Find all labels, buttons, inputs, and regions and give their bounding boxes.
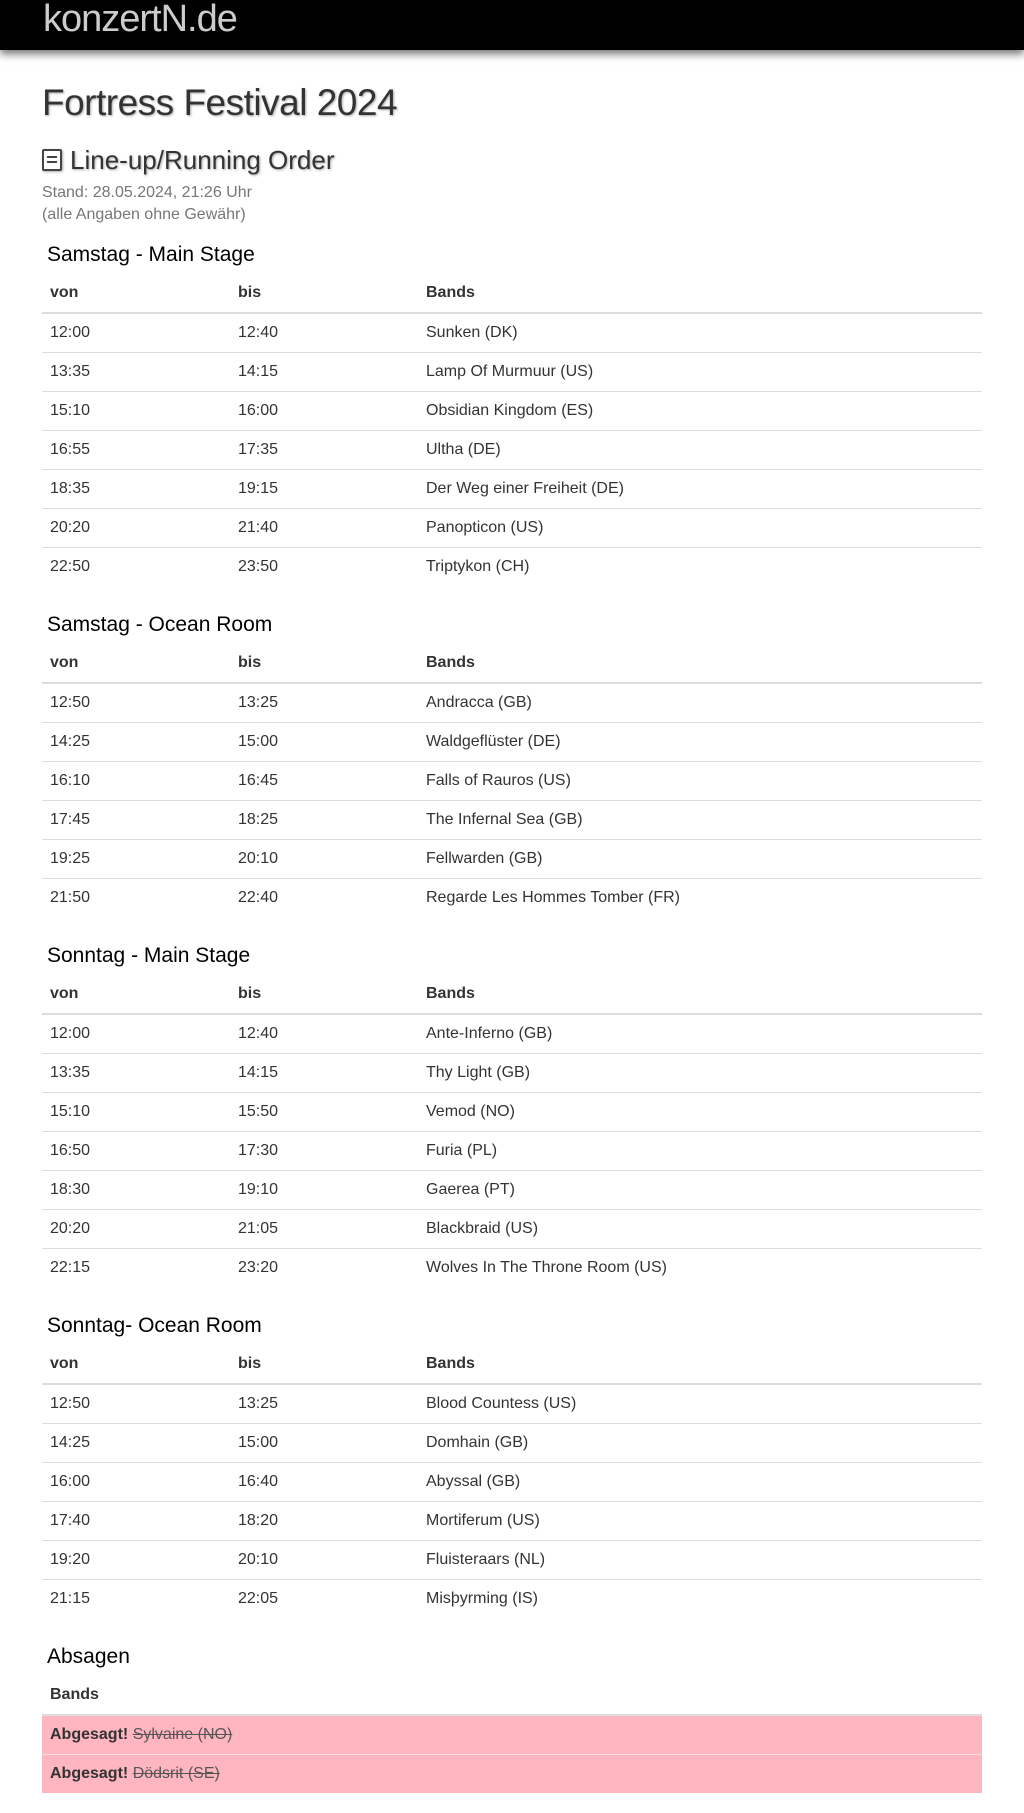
column-header-bands: Bands <box>418 644 982 683</box>
start-time: 22:50 <box>42 547 230 586</box>
column-header-bis: bis <box>230 975 418 1014</box>
table-row <box>42 1170 982 1209</box>
band-name: Sunken (DK) <box>418 313 982 352</box>
end-time: 17:35 <box>230 430 418 469</box>
end-time: 21:40 <box>230 508 418 547</box>
column-header-von: von <box>42 1345 230 1384</box>
band-name: Andracca (GB) <box>418 683 982 722</box>
column-header-bands: Bands <box>42 1676 982 1715</box>
start-time: 12:00 <box>42 313 230 352</box>
start-time: 14:25 <box>42 722 230 761</box>
stage-heading: Sonntag - Main Stage <box>47 944 251 967</box>
column-header-bands: Bands <box>418 975 982 1014</box>
start-time: 16:10 <box>42 761 230 800</box>
end-time: 14:15 <box>230 1053 418 1092</box>
start-time: 13:35 <box>42 1053 230 1092</box>
band-name: Regarde Les Hommes Tomber (FR) <box>418 878 982 917</box>
band-name: Furia (PL) <box>418 1131 982 1170</box>
band-name: Lamp Of Murmuur (US) <box>418 352 982 391</box>
end-time: 21:05 <box>230 1209 418 1248</box>
end-time: 14:15 <box>230 352 418 391</box>
cancelled-band: Sylvaine (NO) <box>132 1725 233 1743</box>
table-row <box>42 547 982 586</box>
stage-heading: Samstag - Main Stage <box>47 243 255 266</box>
table-row <box>42 1248 982 1287</box>
column-header-bis: bis <box>230 1345 418 1384</box>
column-header-von: von <box>42 644 230 683</box>
band-name: Fluisteraars (NL) <box>418 1540 982 1579</box>
table-row <box>42 1423 982 1462</box>
cancelled-row <box>42 1715 982 1754</box>
band-name: Abyssal (GB) <box>418 1462 982 1501</box>
table-row <box>42 391 982 430</box>
start-time: 18:30 <box>42 1170 230 1209</box>
band-name: Blood Countess (US) <box>418 1384 982 1423</box>
end-time: 20:10 <box>230 1540 418 1579</box>
start-time: 19:20 <box>42 1540 230 1579</box>
band-name: Ante-Inferno (GB) <box>418 1014 982 1053</box>
table-row <box>42 1540 982 1579</box>
column-header-bands: Bands <box>418 1345 982 1384</box>
column-header-von: von <box>42 975 230 1014</box>
start-time: 16:55 <box>42 430 230 469</box>
band-name: Falls of Rauros (US) <box>418 761 982 800</box>
schedule-table <box>42 644 982 917</box>
main-content <box>0 82 1024 1793</box>
end-time: 17:30 <box>230 1131 418 1170</box>
column-header-bis: bis <box>230 274 418 313</box>
end-time: 18:25 <box>230 800 418 839</box>
end-time: 12:40 <box>230 1014 418 1053</box>
cancellations-table <box>42 1676 982 1793</box>
end-time: 23:20 <box>230 1248 418 1287</box>
start-time: 20:20 <box>42 1209 230 1248</box>
band-name: The Infernal Sea (GB) <box>418 800 982 839</box>
stand-text: Stand: 28.05.2024, 21:26 Uhr <box>42 184 252 201</box>
schedule-table <box>42 975 982 1287</box>
cancellations-heading: Absagen <box>47 1645 130 1668</box>
band-name: Der Weg einer Freiheit (DE) <box>418 469 982 508</box>
band-name: Triptykon (CH) <box>418 547 982 586</box>
cancelled-row <box>42 1754 982 1793</box>
start-time: 21:50 <box>42 878 230 917</box>
start-time: 22:15 <box>42 1248 230 1287</box>
section-title <box>42 144 982 176</box>
end-time: 20:10 <box>230 839 418 878</box>
band-name: Panopticon (US) <box>418 508 982 547</box>
table-row <box>42 508 982 547</box>
end-time: 15:00 <box>230 1423 418 1462</box>
table-row <box>42 469 982 508</box>
start-time: 13:35 <box>42 352 230 391</box>
start-time: 15:10 <box>42 1092 230 1131</box>
band-name: Misþyrming (IS) <box>418 1579 982 1618</box>
table-row <box>42 313 982 352</box>
table-row <box>42 1131 982 1170</box>
end-time: 12:40 <box>230 313 418 352</box>
end-time: 19:10 <box>230 1170 418 1209</box>
top-navbar <box>0 0 1024 50</box>
end-time: 22:40 <box>230 878 418 917</box>
table-row <box>42 1501 982 1540</box>
table-row <box>42 761 982 800</box>
stage-heading: Samstag - Ocean Room <box>47 613 273 636</box>
table-row <box>42 722 982 761</box>
band-name: Wolves In The Throne Room (US) <box>418 1248 982 1287</box>
end-time: 13:25 <box>230 1384 418 1423</box>
cancelled-label: Abgesagt! <box>50 1764 129 1782</box>
column-header-bis: bis <box>230 644 418 683</box>
table-row <box>42 352 982 391</box>
start-time: 16:00 <box>42 1462 230 1501</box>
start-time: 17:45 <box>42 800 230 839</box>
start-time: 12:50 <box>42 1384 230 1423</box>
band-name: Thy Light (GB) <box>418 1053 982 1092</box>
band-name: Domhain (GB) <box>418 1423 982 1462</box>
table-row <box>42 1014 982 1053</box>
end-time: 15:00 <box>230 722 418 761</box>
schedule-table <box>42 274 982 586</box>
end-time: 19:15 <box>230 469 418 508</box>
subtitle-text: Line-up/Running Order <box>70 145 335 175</box>
end-time: 16:00 <box>230 391 418 430</box>
band-name: Fellwarden (GB) <box>418 839 982 878</box>
band-name: Blackbraid (US) <box>418 1209 982 1248</box>
end-time: 15:50 <box>230 1092 418 1131</box>
column-header-bands: Bands <box>418 274 982 313</box>
table-row <box>42 1209 982 1248</box>
start-time: 15:10 <box>42 391 230 430</box>
band-name: Mortiferum (US) <box>418 1501 982 1540</box>
cancelled-band: Dödsrit (SE) <box>132 1764 220 1782</box>
start-time: 18:35 <box>42 469 230 508</box>
page-title: Fortress Festival 2024 <box>42 82 398 123</box>
table-row <box>42 1384 982 1423</box>
brand-logo-link[interactable]: konzertN.de <box>43 0 237 40</box>
end-time: 18:20 <box>230 1501 418 1540</box>
stage-heading: Sonntag- Ocean Room <box>47 1314 262 1337</box>
end-time: 16:40 <box>230 1462 418 1501</box>
table-row <box>42 878 982 917</box>
table-row <box>42 1092 982 1131</box>
band-name: Ultha (DE) <box>418 430 982 469</box>
table-row <box>42 1579 982 1618</box>
schedule-sections <box>42 236 982 1618</box>
band-name: Vemod (NO) <box>418 1092 982 1131</box>
band-name: Obsidian Kingdom (ES) <box>418 391 982 430</box>
band-name: Waldgeflüster (DE) <box>418 722 982 761</box>
table-row <box>42 430 982 469</box>
end-time: 13:25 <box>230 683 418 722</box>
start-time: 14:25 <box>42 1423 230 1462</box>
start-time: 12:50 <box>42 683 230 722</box>
end-time: 16:45 <box>230 761 418 800</box>
start-time: 20:20 <box>42 508 230 547</box>
end-time: 23:50 <box>230 547 418 586</box>
band-name: Gaerea (PT) <box>418 1170 982 1209</box>
table-row <box>42 839 982 878</box>
schedule-table <box>42 1345 982 1618</box>
end-time: 22:05 <box>230 1579 418 1618</box>
table-row <box>42 1462 982 1501</box>
disclaimer-text: (alle Angaben ohne Gewähr) <box>42 206 246 223</box>
start-time: 19:25 <box>42 839 230 878</box>
start-time: 12:00 <box>42 1014 230 1053</box>
start-time: 17:40 <box>42 1501 230 1540</box>
start-time: 16:50 <box>42 1131 230 1170</box>
column-header-von: von <box>42 274 230 313</box>
start-time: 21:15 <box>42 1579 230 1618</box>
table-row <box>42 1053 982 1092</box>
table-row <box>42 800 982 839</box>
cancelled-label: Abgesagt! <box>50 1725 129 1743</box>
table-row <box>42 683 982 722</box>
list-icon <box>42 149 62 171</box>
